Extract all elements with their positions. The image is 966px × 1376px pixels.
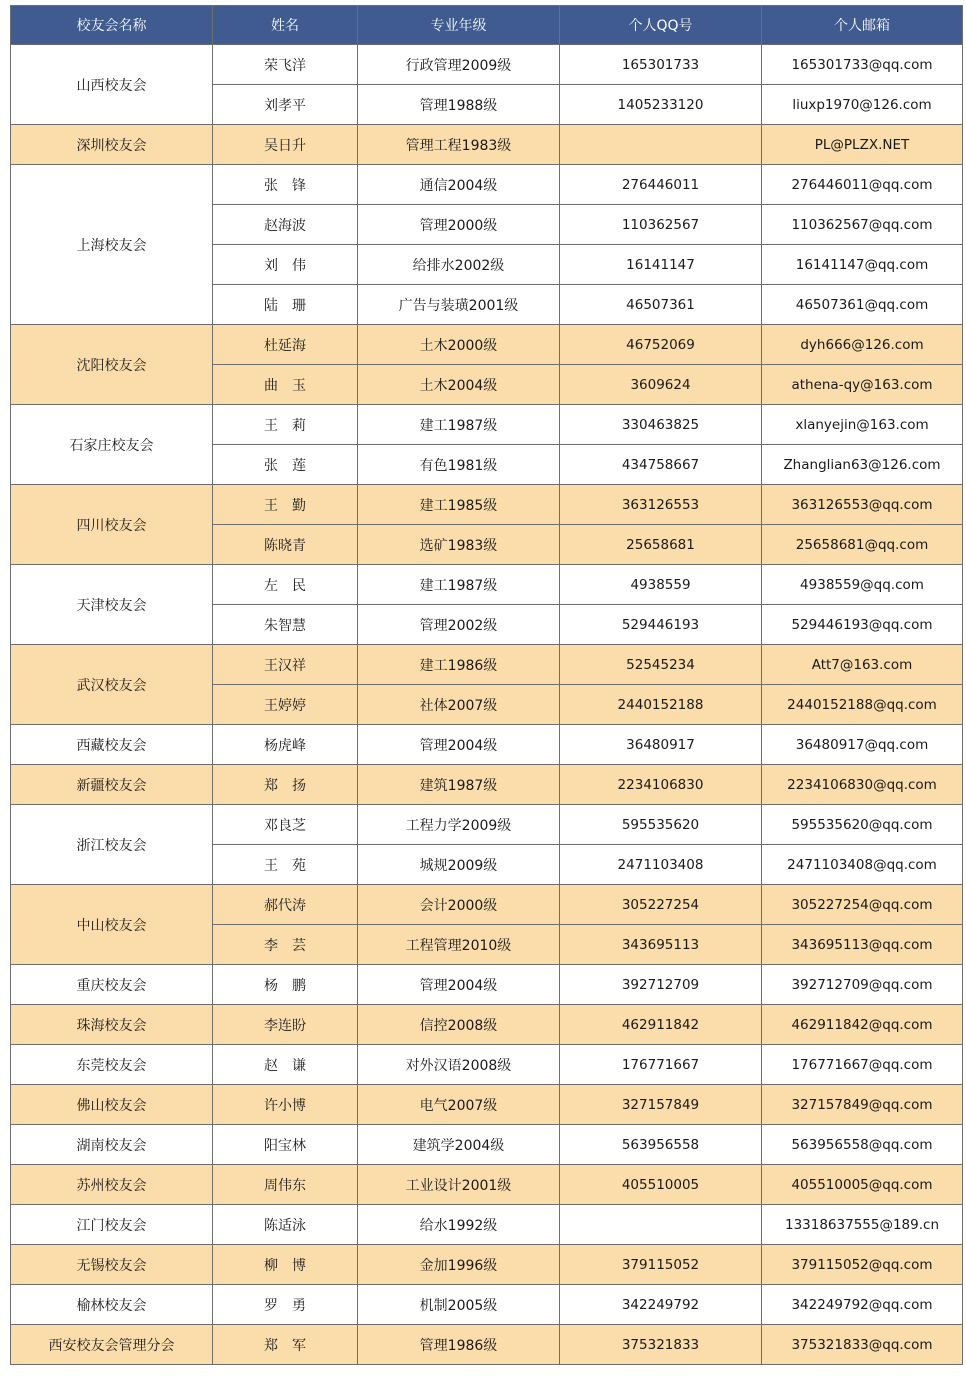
member-email: 25658681@qq.com [762, 525, 963, 565]
member-major-year: 建工1986级 [358, 645, 560, 685]
column-header-major-year: 专业年级 [358, 6, 560, 45]
member-qq: 46507361 [560, 285, 762, 325]
member-name: 阳宝林 [213, 1125, 358, 1165]
association-name-cell: 重庆校友会 [11, 965, 213, 1005]
association-name-cell: 武汉校友会 [11, 645, 213, 725]
association-name-cell: 山西校友会 [11, 45, 213, 125]
association-name-cell: 石家庄校友会 [11, 405, 213, 485]
member-qq: 25658681 [560, 525, 762, 565]
member-qq: 36480917 [560, 725, 762, 765]
member-name: 郝代涛 [213, 885, 358, 925]
member-name: 王婷婷 [213, 685, 358, 725]
member-name: 赵海波 [213, 205, 358, 245]
member-email: 405510005@qq.com [762, 1165, 963, 1205]
member-qq: 1405233120 [560, 85, 762, 125]
association-name-cell: 西安校友会管理分会 [11, 1325, 213, 1365]
member-qq: 110362567 [560, 205, 762, 245]
member-email: 46507361@qq.com [762, 285, 963, 325]
member-qq: 276446011 [560, 165, 762, 205]
member-major-year: 建工1985级 [358, 485, 560, 525]
member-email: 529446193@qq.com [762, 605, 963, 645]
member-major-year: 管理工程1983级 [358, 125, 560, 165]
member-major-year: 有色1981级 [358, 445, 560, 485]
member-qq: 2234106830 [560, 765, 762, 805]
column-header-qq: 个人QQ号 [560, 6, 762, 45]
table-row [11, 1245, 963, 1285]
member-major-year: 选矿1983级 [358, 525, 560, 565]
member-major-year: 管理1986级 [358, 1325, 560, 1365]
member-name: 李 芸 [213, 925, 358, 965]
member-major-year: 城规2009级 [358, 845, 560, 885]
member-email: 110362567@qq.com [762, 205, 963, 245]
member-email: 363126553@qq.com [762, 485, 963, 525]
association-name-cell: 湖南校友会 [11, 1125, 213, 1165]
member-qq [560, 125, 762, 165]
table-row [11, 1205, 963, 1245]
member-name: 刘 伟 [213, 245, 358, 285]
member-qq: 375321833 [560, 1325, 762, 1365]
member-email: liuxp1970@126.com [762, 85, 963, 125]
member-email: 563956558@qq.com [762, 1125, 963, 1165]
table-row [11, 965, 963, 1005]
member-major-year: 管理2002级 [358, 605, 560, 645]
member-name: 李连盼 [213, 1005, 358, 1045]
member-qq: 343695113 [560, 925, 762, 965]
member-qq: 379115052 [560, 1245, 762, 1285]
member-major-year: 信控2008级 [358, 1005, 560, 1045]
table-row [11, 1325, 963, 1365]
member-qq: 305227254 [560, 885, 762, 925]
member-qq: 16141147 [560, 245, 762, 285]
member-qq: 434758667 [560, 445, 762, 485]
association-name-cell: 西藏校友会 [11, 725, 213, 765]
association-name-cell: 沈阳校友会 [11, 325, 213, 405]
member-major-year: 通信2004级 [358, 165, 560, 205]
member-major-year: 工程力学2009级 [358, 805, 560, 845]
member-major-year: 行政管理2009级 [358, 45, 560, 85]
member-qq: 3609624 [560, 365, 762, 405]
member-major-year: 广告与装璜2001级 [358, 285, 560, 325]
association-name-cell: 浙江校友会 [11, 805, 213, 885]
table-row [11, 125, 963, 165]
member-name: 柳 博 [213, 1245, 358, 1285]
table-row [11, 1165, 963, 1205]
member-major-year: 土木2000级 [358, 325, 560, 365]
member-name: 王汉祥 [213, 645, 358, 685]
table-row [11, 1085, 963, 1125]
member-qq: 4938559 [560, 565, 762, 605]
member-qq: 392712709 [560, 965, 762, 1005]
member-email: 462911842@qq.com [762, 1005, 963, 1045]
member-qq: 363126553 [560, 485, 762, 525]
member-major-year: 管理2004级 [358, 725, 560, 765]
member-name: 罗 勇 [213, 1285, 358, 1325]
member-name: 邓良芝 [213, 805, 358, 845]
member-name: 郑 军 [213, 1325, 358, 1365]
member-email: dyh666@126.com [762, 325, 963, 365]
member-qq: 405510005 [560, 1165, 762, 1205]
member-major-year: 给水1992级 [358, 1205, 560, 1245]
member-email: 342249792@qq.com [762, 1285, 963, 1325]
member-email: 392712709@qq.com [762, 965, 963, 1005]
member-qq: 462911842 [560, 1005, 762, 1045]
member-name: 赵 谦 [213, 1045, 358, 1085]
member-qq: 529446193 [560, 605, 762, 645]
association-name-cell: 江门校友会 [11, 1205, 213, 1245]
member-email: 176771667@qq.com [762, 1045, 963, 1085]
member-major-year: 社体2007级 [358, 685, 560, 725]
member-email: 2440152188@qq.com [762, 685, 963, 725]
member-email: 379115052@qq.com [762, 1245, 963, 1285]
table-row [11, 165, 963, 205]
member-qq: 165301733 [560, 45, 762, 85]
table-row [11, 565, 963, 605]
member-major-year: 土木2004级 [358, 365, 560, 405]
table-row [11, 405, 963, 445]
member-name: 杨虎峰 [213, 725, 358, 765]
member-email: 16141147@qq.com [762, 245, 963, 285]
member-email: Zhanglian63@126.com [762, 445, 963, 485]
member-qq: 327157849 [560, 1085, 762, 1125]
member-name: 朱智慧 [213, 605, 358, 645]
table-row [11, 45, 963, 85]
table-row [11, 325, 963, 365]
member-qq: 46752069 [560, 325, 762, 365]
member-name: 杜延海 [213, 325, 358, 365]
column-header-association: 校友会名称 [11, 6, 213, 45]
member-qq: 176771667 [560, 1045, 762, 1085]
member-email: 343695113@qq.com [762, 925, 963, 965]
member-email: 2234106830@qq.com [762, 765, 963, 805]
member-qq: 342249792 [560, 1285, 762, 1325]
member-qq [560, 1205, 762, 1245]
table-row [11, 1045, 963, 1085]
member-name: 曲 玉 [213, 365, 358, 405]
association-name-cell: 东莞校友会 [11, 1045, 213, 1085]
member-major-year: 管理2004级 [358, 965, 560, 1005]
association-name-cell: 新疆校友会 [11, 765, 213, 805]
member-major-year: 工业设计2001级 [358, 1165, 560, 1205]
alumni-contact-table [10, 5, 963, 1365]
member-qq: 595535620 [560, 805, 762, 845]
member-name: 许小博 [213, 1085, 358, 1125]
association-name-cell: 四川校友会 [11, 485, 213, 565]
member-name: 荣飞洋 [213, 45, 358, 85]
header-row [11, 6, 963, 45]
member-email: 165301733@qq.com [762, 45, 963, 85]
member-name: 杨 鹏 [213, 965, 358, 1005]
column-header-name: 姓名 [213, 6, 358, 45]
member-email: PL@PLZX.NET [762, 125, 963, 165]
member-email: athena-qy@163.com [762, 365, 963, 405]
member-major-year: 电气2007级 [358, 1085, 560, 1125]
member-email: 305227254@qq.com [762, 885, 963, 925]
member-major-year: 金加1996级 [358, 1245, 560, 1285]
member-qq: 563956558 [560, 1125, 762, 1165]
association-name-cell: 中山校友会 [11, 885, 213, 965]
table-row [11, 805, 963, 845]
member-qq: 2471103408 [560, 845, 762, 885]
member-major-year: 会计2000级 [358, 885, 560, 925]
member-major-year: 建工1987级 [358, 565, 560, 605]
member-major-year: 对外汉语2008级 [358, 1045, 560, 1085]
member-name: 陈晓青 [213, 525, 358, 565]
member-email: 327157849@qq.com [762, 1085, 963, 1125]
table-row [11, 1005, 963, 1045]
table-row [11, 485, 963, 525]
member-qq: 330463825 [560, 405, 762, 445]
member-name: 王 勤 [213, 485, 358, 525]
member-major-year: 工程管理2010级 [358, 925, 560, 965]
table-row [11, 885, 963, 925]
member-email: 276446011@qq.com [762, 165, 963, 205]
member-major-year: 建筑1987级 [358, 765, 560, 805]
member-name: 王 苑 [213, 845, 358, 885]
member-email: 595535620@qq.com [762, 805, 963, 845]
member-name: 左 民 [213, 565, 358, 605]
association-name-cell: 深圳校友会 [11, 125, 213, 165]
member-email: 375321833@qq.com [762, 1325, 963, 1365]
member-name: 陆 珊 [213, 285, 358, 325]
member-qq: 52545234 [560, 645, 762, 685]
member-name: 周伟东 [213, 1165, 358, 1205]
member-name: 刘孝平 [213, 85, 358, 125]
member-name: 张 锋 [213, 165, 358, 205]
table-body [11, 45, 963, 1365]
table-header [11, 6, 963, 45]
member-major-year: 管理2000级 [358, 205, 560, 245]
table-row [11, 1125, 963, 1165]
member-email: 2471103408@qq.com [762, 845, 963, 885]
member-major-year: 机制2005级 [358, 1285, 560, 1325]
member-major-year: 管理1988级 [358, 85, 560, 125]
member-name: 陈适泳 [213, 1205, 358, 1245]
association-name-cell: 珠海校友会 [11, 1005, 213, 1045]
member-email: 36480917@qq.com [762, 725, 963, 765]
member-name: 郑 扬 [213, 765, 358, 805]
member-email: 4938559@qq.com [762, 565, 963, 605]
association-name-cell: 上海校友会 [11, 165, 213, 325]
member-name: 张 莲 [213, 445, 358, 485]
member-email: Att7@163.com [762, 645, 963, 685]
member-email: xlanyejin@163.com [762, 405, 963, 445]
association-name-cell: 佛山校友会 [11, 1085, 213, 1125]
member-name: 王 莉 [213, 405, 358, 445]
member-name: 吴日升 [213, 125, 358, 165]
table-row [11, 645, 963, 685]
column-header-email: 个人邮箱 [762, 6, 963, 45]
member-email: 13318637555@189.cn [762, 1205, 963, 1245]
association-name-cell: 苏州校友会 [11, 1165, 213, 1205]
member-qq: 2440152188 [560, 685, 762, 725]
member-major-year: 给排水2002级 [358, 245, 560, 285]
table-row [11, 1285, 963, 1325]
table-row [11, 765, 963, 805]
table-row [11, 725, 963, 765]
member-major-year: 建筑学2004级 [358, 1125, 560, 1165]
member-major-year: 建工1987级 [358, 405, 560, 445]
association-name-cell: 天津校友会 [11, 565, 213, 645]
association-name-cell: 无锡校友会 [11, 1245, 213, 1285]
association-name-cell: 榆林校友会 [11, 1285, 213, 1325]
